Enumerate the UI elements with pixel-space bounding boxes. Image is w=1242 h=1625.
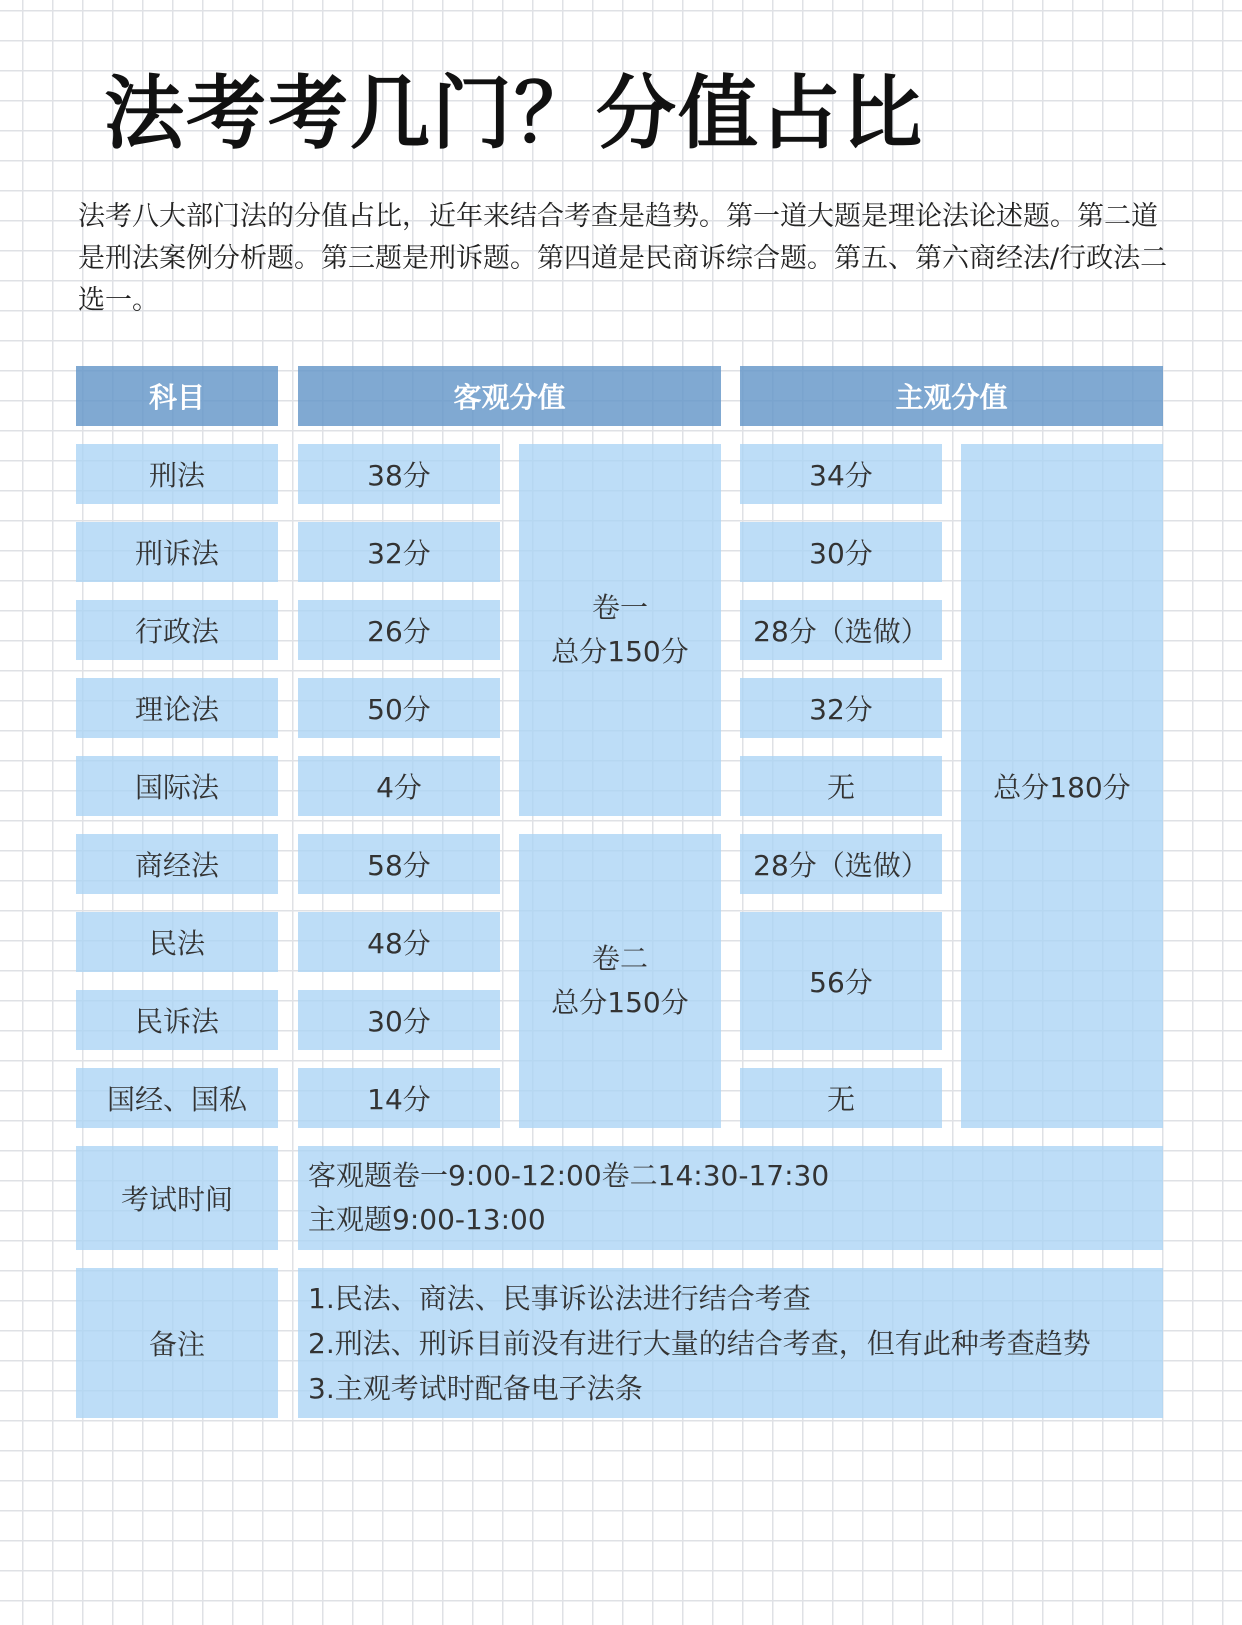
subjective-score-cell: 28分（选做） (740, 834, 942, 894)
subject-cell: 行政法 (76, 600, 278, 660)
paper1-total-cell (519, 444, 721, 816)
subjective-score-cell: 34分 (740, 444, 942, 504)
subjective-score-cell: 30分 (740, 522, 942, 582)
objective-score-cell: 26分 (298, 600, 500, 660)
header-subjective: 主观分值 (740, 366, 1163, 426)
notes-content (298, 1268, 1163, 1418)
objective-score-cell: 48分 (298, 912, 500, 972)
page-title: 法考考几门？分值占比 (104, 67, 924, 160)
subjective-score-cell: 28分（选做） (740, 600, 942, 660)
paper2-total: 总分150分 (551, 986, 689, 1019)
objective-score-cell: 32分 (298, 522, 500, 582)
subjective-score-cell: 56分 (740, 912, 942, 1050)
subjective-score-cell: 无 (740, 756, 942, 816)
note-item: 2.刑法、刑诉目前没有进行大量的结合考查，但有此种考查趋势 (308, 1326, 1091, 1360)
subject-cell: 民诉法 (76, 990, 278, 1050)
subject-cell: 国经、国私 (76, 1068, 278, 1128)
subject-cell: 刑法 (76, 444, 278, 504)
subject-cell: 国际法 (76, 756, 278, 816)
subject-cell: 理论法 (76, 678, 278, 738)
objective-score-cell: 58分 (298, 834, 500, 894)
exam-time-content (298, 1146, 1163, 1250)
exam-time-subjective: 主观题9:00-13:00 (308, 1203, 546, 1236)
objective-score-cell: 14分 (298, 1068, 500, 1128)
subjective-score-cell: 32分 (740, 678, 942, 738)
intro-paragraph: 法考八大部门法的分值占比，近年来结合考查是趋势。第一道大题是理论法论述题。第二道是刑法案例分析题。第三题是刑诉题。第四道是民商诉综合题。第五、第六商经法/行政法二选一。 (78, 201, 1168, 316)
objective-score-cell: 4分 (298, 756, 500, 816)
exam-time-objective: 客观题卷一9:00-12:00卷二14:30-17:30 (308, 1159, 830, 1192)
exam-time-label: 考试时间 (76, 1146, 278, 1250)
subject-cell: 民法 (76, 912, 278, 972)
note-item: 1.民法、商法、民事诉讼法进行结合考查 (308, 1281, 811, 1315)
subject-cell: 商经法 (76, 834, 278, 894)
paper1-total: 总分150分 (551, 635, 689, 668)
header-objective: 客观分值 (298, 366, 721, 426)
notes-label: 备注 (76, 1268, 278, 1418)
paper2-label: 卷二 (591, 942, 648, 975)
subject-cell: 刑诉法 (76, 522, 278, 582)
paper1-label: 卷一 (591, 591, 648, 624)
objective-score-cell: 50分 (298, 678, 500, 738)
objective-score-cell: 38分 (298, 444, 500, 504)
note-item: 3.主观考试时配备电子法条 (308, 1371, 643, 1405)
subjective-score-cell: 无 (740, 1068, 942, 1128)
objective-score-cell: 30分 (298, 990, 500, 1050)
paper2-total-cell (519, 834, 721, 1128)
header-subject: 科目 (76, 366, 278, 426)
subjective-total-cell: 总分180分 (961, 444, 1163, 1128)
